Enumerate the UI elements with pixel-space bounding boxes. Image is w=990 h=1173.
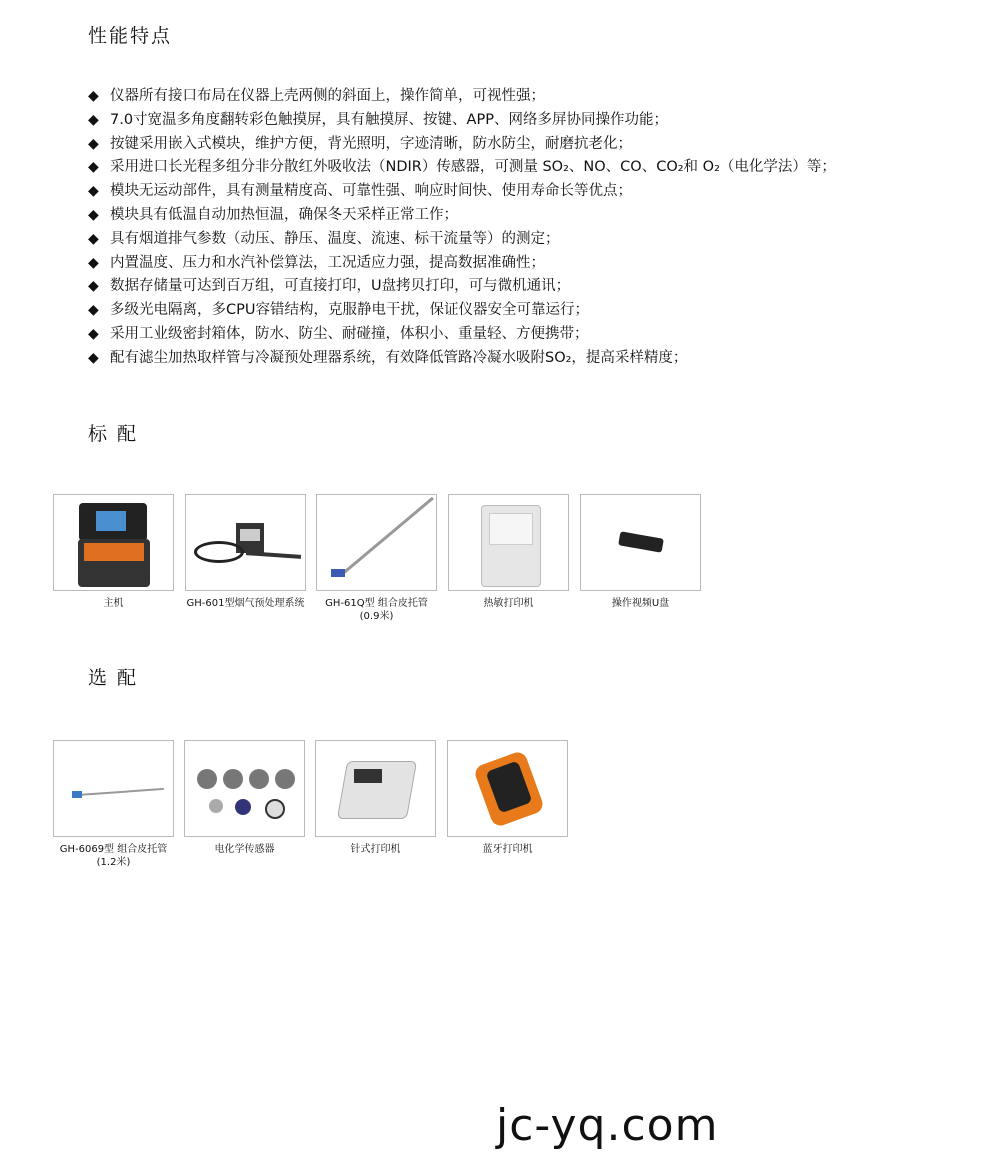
caption: 主机 — [103, 598, 124, 609]
diamond-bullet-icon: ◆ — [88, 302, 99, 319]
feature-text: 具有烟道排气参数（动压、静压、温度、流速、标干流量等）的测定； — [110, 230, 560, 247]
caption: 热敏打印机 — [483, 598, 534, 609]
caption: 操作视频U盘 — [611, 598, 670, 609]
sensors-image — [184, 740, 305, 837]
feature-text: 数据存储量可达到百万组，可直接打印，U盘拷贝打印，可与微机通讯； — [110, 278, 571, 295]
diamond-bullet-icon: ◆ — [88, 159, 99, 176]
diamond-bullet-icon: ◆ — [88, 206, 99, 223]
feature-item — [88, 180, 836, 204]
product-card-pitot-tube-12 — [53, 740, 185, 869]
feature-text: 仪器所有接口布局在仪器上壳两侧的斜面上，操作简单，可视性强； — [110, 88, 545, 104]
feature-text: 模块具有低温自动加热恒温，确保冬天采样正常工作； — [110, 206, 458, 223]
feature-item — [88, 156, 836, 180]
pitot-tube-image — [316, 494, 437, 591]
optional-heading: 选 配 — [88, 667, 139, 689]
feature-item — [88, 133, 836, 157]
caption: GH-601型烟气预处理系统 — [186, 598, 305, 609]
feature-text: 多级光电隔离，多CPU容错结构，克服静电干扰，保证仪器安全可靠运行； — [110, 302, 589, 319]
feature-text: 7.0寸宽温多角度翻转彩色触摸屏，具有触摸屏、按键、APP、网络多屏协同操作功能； — [110, 111, 668, 128]
feature-item — [88, 275, 836, 299]
feature-text: 采用进口长光程多组分非分散红外吸收法（NDIR）传感器，可测量 SO₂、NO、CO、CO₂和 O₂（电化学法）等； — [110, 159, 836, 176]
product-card-usb-drive — [580, 494, 712, 610]
diamond-bullet-icon: ◆ — [88, 88, 99, 104]
product-card-dot-matrix-printer — [315, 740, 447, 856]
feature-text: 采用工业级密封箱体，防水、防尘、耐碰撞，体积小、重量轻、方便携带； — [110, 325, 589, 342]
main-unit-image — [53, 494, 174, 591]
diamond-bullet-icon: ◆ — [88, 325, 99, 342]
caption: 电化学传感器 — [214, 844, 275, 855]
thermal-printer-image — [448, 494, 569, 591]
feature-item — [88, 228, 836, 252]
product-card-thermal-printer — [448, 494, 580, 610]
diamond-bullet-icon: ◆ — [88, 135, 99, 152]
feature-text: 模块无运动部件，具有测量精度高、可靠性强、响应时间快、使用寿命长等优点； — [110, 183, 632, 200]
diamond-bullet-icon: ◆ — [88, 254, 99, 271]
feature-list — [88, 85, 836, 371]
features-heading: 性能特点 — [88, 25, 173, 47]
feature-item — [88, 204, 836, 228]
product-card-bluetooth-printer — [447, 740, 579, 856]
product-card-pitot-tube-09 — [316, 494, 448, 623]
feature-text: 配有滤尘加热取样管与冷凝预处理器系统，有效降低管路冷凝水吸附SO₂，提高采样精度； — [110, 349, 688, 366]
product-card-pretreatment — [185, 494, 317, 610]
feature-item — [88, 347, 836, 371]
caption: GH-6069型 组合皮托管 (1.2米) — [59, 844, 168, 868]
feature-text: 按键采用嵌入式模块，维护方便，背光照明，字迹清晰，防水防尘，耐磨抗老化； — [110, 135, 632, 152]
pretreatment-image — [185, 494, 306, 591]
usb-drive-image — [580, 494, 701, 591]
diamond-bullet-icon: ◆ — [88, 111, 99, 128]
feature-item — [88, 323, 836, 347]
pitot-tube-image — [53, 740, 174, 837]
product-card-main-unit — [53, 494, 185, 610]
feature-text: 内置温度、压力和水汽补偿算法，工况适应力强，提高数据准确性； — [110, 254, 545, 271]
dot-matrix-printer-image — [315, 740, 436, 837]
feature-item — [88, 252, 836, 276]
site-watermark: jc-yq.com — [496, 1100, 719, 1151]
standard-heading: 标 配 — [88, 423, 139, 445]
feature-item — [88, 85, 836, 109]
feature-item — [88, 299, 836, 323]
diamond-bullet-icon: ◆ — [88, 230, 99, 247]
feature-item — [88, 109, 836, 133]
diamond-bullet-icon: ◆ — [88, 278, 99, 295]
bluetooth-printer-image — [447, 740, 568, 837]
diamond-bullet-icon: ◆ — [88, 183, 99, 200]
caption: GH-61Q型 组合皮托管 (0.9米) — [325, 598, 428, 622]
caption: 针式打印机 — [350, 844, 401, 855]
caption: 蓝牙打印机 — [482, 844, 533, 855]
product-card-sensors — [184, 740, 316, 856]
diamond-bullet-icon: ◆ — [88, 349, 99, 366]
